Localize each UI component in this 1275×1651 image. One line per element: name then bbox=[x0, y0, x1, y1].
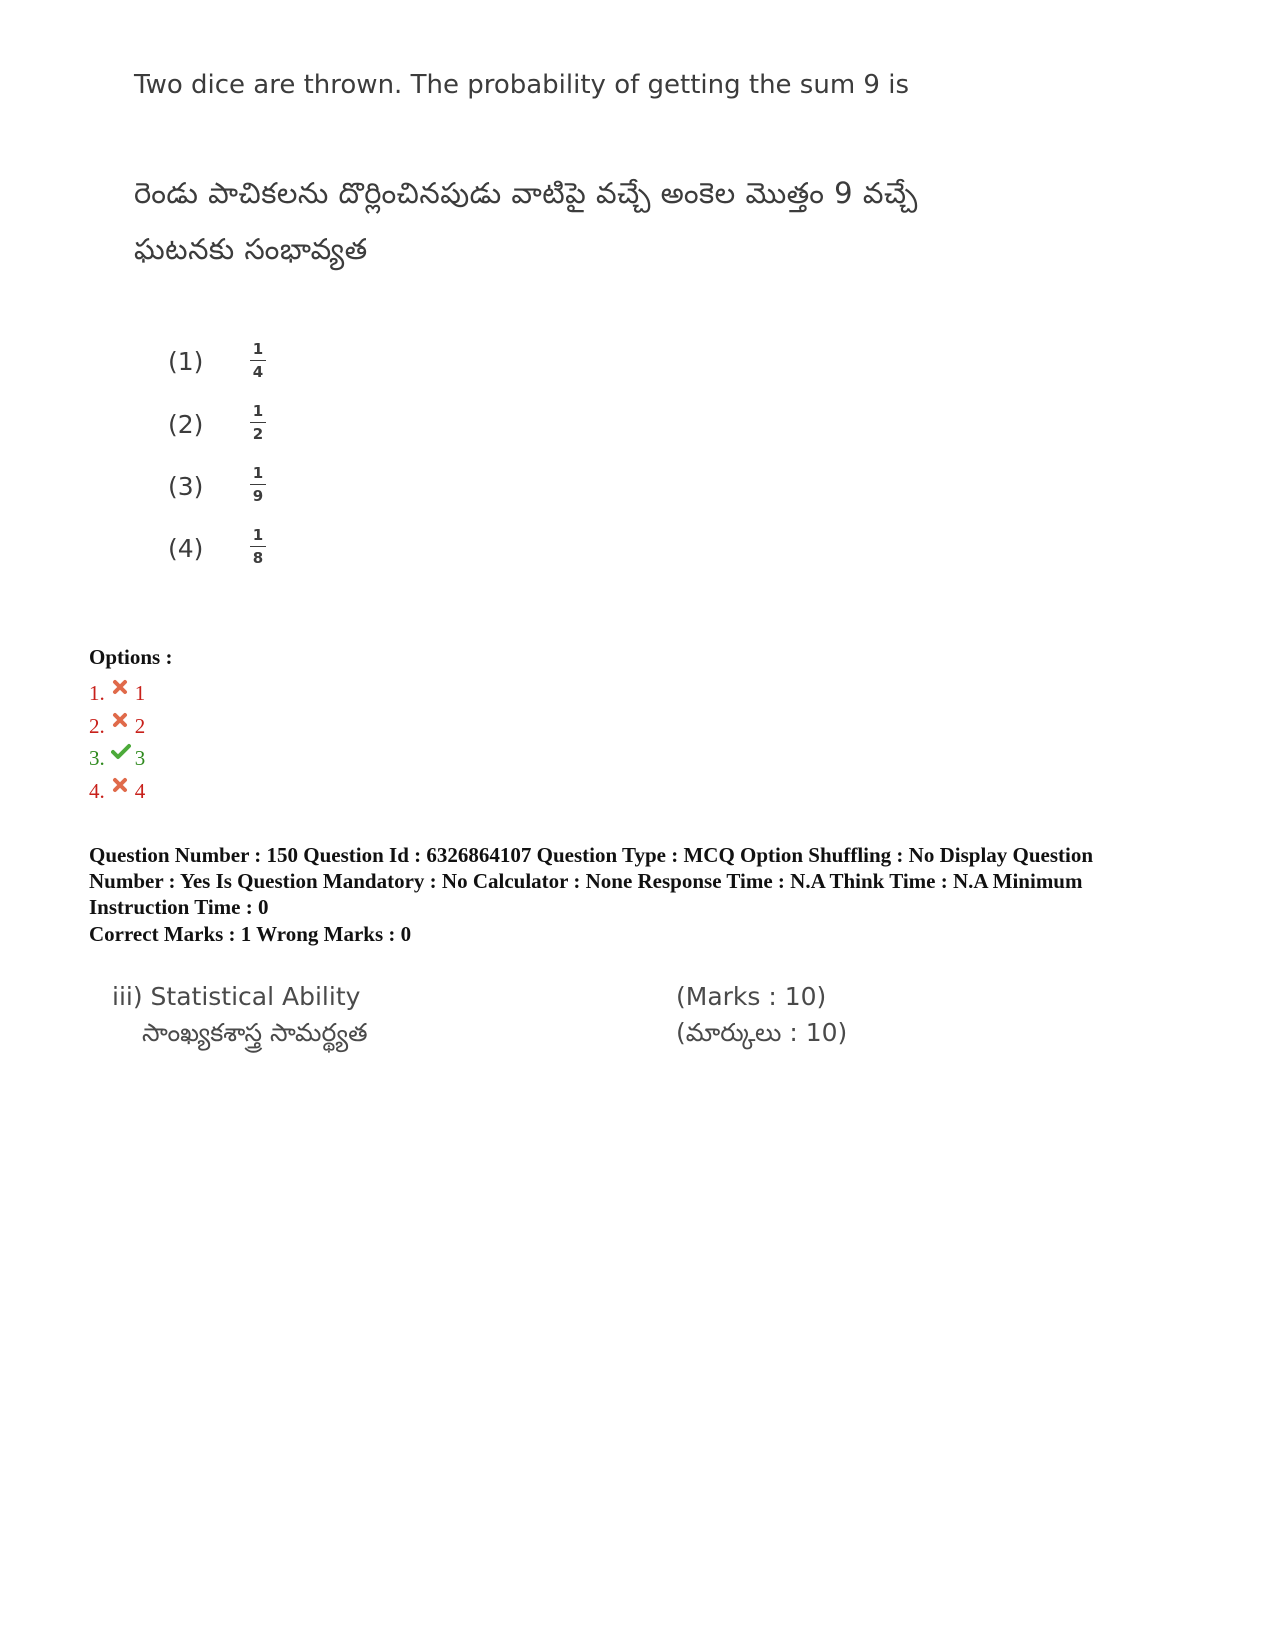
question-metadata bbox=[89, 842, 1189, 920]
cross-icon bbox=[111, 775, 129, 793]
choice-label-1: (1) bbox=[168, 347, 204, 376]
options-heading: Options : bbox=[89, 645, 173, 669]
fraction-numerator: 1 bbox=[252, 464, 264, 482]
cross-icon bbox=[111, 677, 129, 695]
fraction-bar bbox=[250, 484, 266, 485]
option-value: 2 bbox=[134, 714, 146, 738]
choice-fraction-4 bbox=[247, 528, 269, 568]
metadata-line-3: Instruction Time : 0 bbox=[89, 895, 269, 919]
question-text-telugu-line2: ఘటనకు సంభావ్యత bbox=[134, 232, 368, 266]
option-row-2 bbox=[89, 710, 145, 739]
metadata-line-2: Number : Yes Is Question Mandatory : No Calculator : None Response Time : N.A Think Time : N.A Minimum bbox=[89, 869, 1083, 893]
question-text-english: Two dice are thrown. The probability of getting the sum 9 is bbox=[134, 70, 909, 100]
section-title-english: iii) Statistical Ability bbox=[112, 982, 361, 1011]
option-index: 4. bbox=[89, 779, 105, 803]
option-index: 1. bbox=[89, 681, 105, 705]
fraction-numerator: 1 bbox=[252, 340, 264, 358]
section-title-telugu: సాంఖ్యకశాస్త్ర సామర్థ్యత bbox=[142, 1018, 368, 1047]
fraction-denominator: 9 bbox=[252, 487, 264, 505]
option-row-3 bbox=[89, 742, 145, 771]
option-index: 2. bbox=[89, 714, 105, 738]
fraction-denominator: 4 bbox=[252, 363, 264, 381]
fraction-bar bbox=[250, 422, 266, 423]
fraction-bar bbox=[250, 546, 266, 547]
choice-fraction-2 bbox=[247, 404, 269, 444]
choice-fraction-1 bbox=[247, 342, 269, 382]
choice-label-2: (2) bbox=[168, 410, 204, 439]
marks-info: Correct Marks : 1 Wrong Marks : 0 bbox=[89, 922, 412, 946]
check-icon bbox=[111, 742, 129, 760]
fraction-bar bbox=[250, 360, 266, 361]
section-marks-english: (Marks : 10) bbox=[676, 982, 827, 1011]
metadata-line-1: Question Number : 150 Question Id : 6326864107 Question Type : MCQ Option Shuffling : No Display Question bbox=[89, 843, 1094, 867]
option-value: 4 bbox=[134, 779, 146, 803]
question-text-telugu-line1: రెండు పాచికలను దొర్లించినపుడు వాటిపై వచ్చే అంకెల మొత్తం 9 వచ్చే bbox=[134, 176, 918, 210]
option-value: 1 bbox=[134, 681, 146, 705]
fraction-numerator: 1 bbox=[252, 526, 264, 544]
option-row-4 bbox=[89, 775, 145, 804]
choice-label-3: (3) bbox=[168, 472, 204, 501]
option-row-1 bbox=[89, 677, 145, 706]
cross-icon bbox=[111, 710, 129, 728]
section-marks-telugu: (మార్కులు : 10) bbox=[676, 1018, 848, 1047]
option-value: 3 bbox=[134, 746, 146, 770]
option-index: 3. bbox=[89, 746, 105, 770]
fraction-denominator: 2 bbox=[252, 425, 264, 443]
choice-label-4: (4) bbox=[168, 534, 204, 563]
fraction-denominator: 8 bbox=[252, 549, 264, 567]
choice-fraction-3 bbox=[247, 466, 269, 506]
fraction-numerator: 1 bbox=[252, 402, 264, 420]
